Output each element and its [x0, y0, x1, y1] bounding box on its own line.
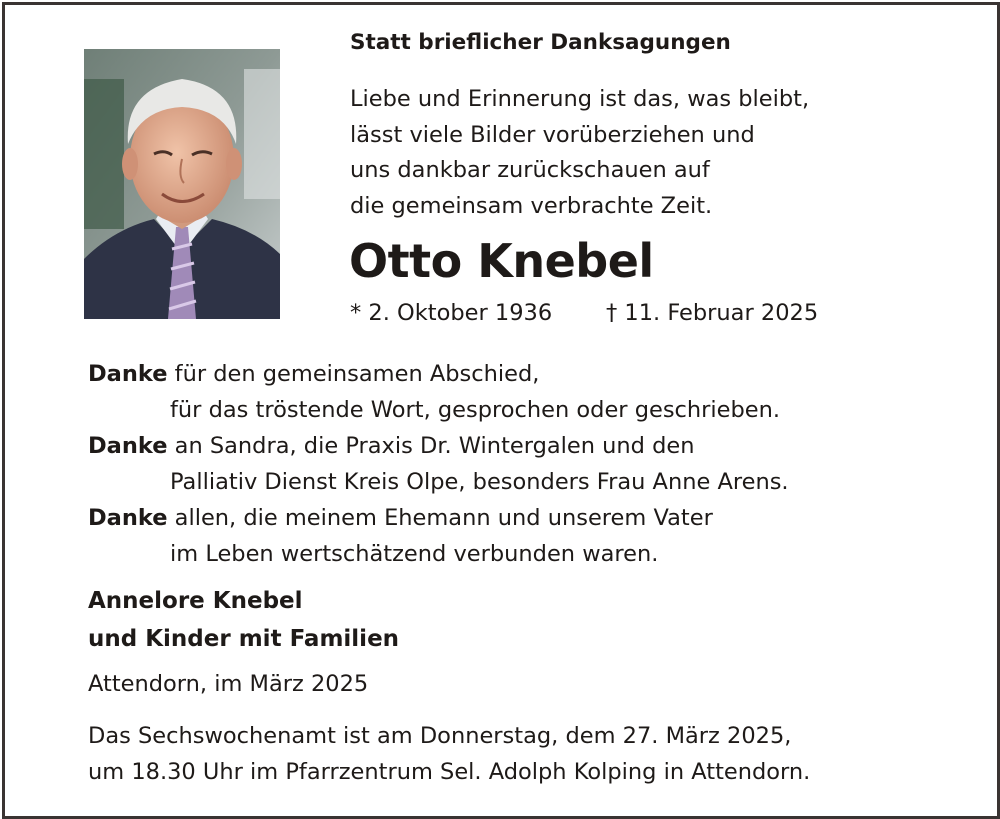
- poem-line: lässt viele Bilder vorüberziehen und: [350, 121, 755, 148]
- thanks-text-continued: im Leben wertschätzend verbunden waren.: [170, 541, 659, 567]
- thanks-entry: [88, 500, 789, 572]
- place-date: Attendorn, im März 2025: [88, 671, 369, 697]
- thanks-text: an Sandra, die Praxis Dr. Wintergalen und den: [167, 433, 695, 459]
- thanks-keyword: Danke: [88, 361, 168, 387]
- notice-heading: Statt brieflicher Danksagungen: [350, 30, 731, 55]
- memorial-poem: [350, 82, 809, 224]
- service-line: Das Sechswochenamt ist am Donnerstag, dem 27. März 2025,: [88, 723, 792, 749]
- portrait-photo: [84, 49, 280, 319]
- thanks-text: für den gemeinsamen Abschied,: [167, 361, 540, 387]
- poem-line: Liebe und Erinnerung ist das, was bleibt,: [350, 86, 810, 112]
- signer-line: und Kinder mit Familien: [88, 626, 400, 652]
- poem-line: uns dankbar zurückschauen auf: [350, 157, 710, 183]
- thanks-entry: [88, 356, 789, 428]
- service-announcement: [88, 718, 810, 790]
- thanks-entry: [88, 428, 789, 500]
- deceased-name: Otto Knebel: [349, 234, 654, 288]
- thanks-section: [88, 356, 789, 572]
- poem-line: die gemeinsam verbrachte Zeit.: [350, 192, 713, 219]
- thanks-text: allen, die meinem Ehemann und unserem Vater: [167, 505, 713, 531]
- signer-line: Annelore Knebel: [88, 588, 303, 614]
- service-line: um 18.30 Uhr im Pfarrzentrum Sel. Adolph Kolping in Attendorn.: [88, 759, 811, 785]
- thanks-text-continued: Palliativ Dienst Kreis Olpe, besonders Frau Anne Arens.: [170, 469, 789, 495]
- thanks-keyword: Danke: [88, 433, 168, 459]
- thanks-keyword: Danke: [88, 505, 168, 531]
- birth-date: * 2. Oktober 1936: [350, 300, 553, 326]
- signers: [88, 582, 399, 658]
- death-date: † 11. Februar 2025: [606, 300, 819, 326]
- thanks-text-continued: für das tröstende Wort, gesprochen oder geschrieben.: [170, 397, 781, 423]
